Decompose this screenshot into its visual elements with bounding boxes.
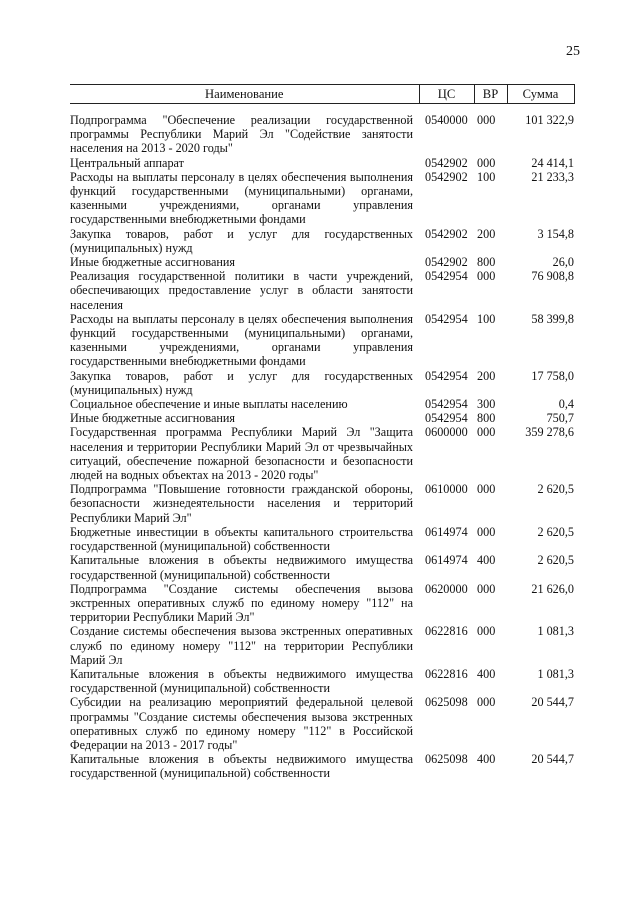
cell-cs: 0542902 — [425, 255, 468, 270]
cell-sum: 21 626,0 — [531, 581, 574, 596]
cell-name: Капитальные вложения в объекты недвижимого имущества государственной (муниципальной) собственности — [70, 666, 413, 696]
cell-cs: 0542902 — [425, 226, 468, 241]
cell-name: Закупка товаров, работ и услуг для государственных (муниципальных) нужд — [70, 368, 413, 397]
cell-vr: 000 — [477, 695, 496, 710]
cell-name: Субсидии на реализацию мероприятий федеральной целевой программы "Создание системы обеспечения вызова экстренных оперативных служб по единому номеру "112" в Российской Федерации на 2013 - 2017 годы" — [70, 695, 413, 752]
cell-cs: 0542902 — [425, 169, 468, 184]
table-row — [70, 752, 574, 780]
table-row — [70, 104, 574, 156]
table-row — [70, 525, 574, 553]
cell-name: Создание системы обеспечения вызова экстренных оперативных служб по единому номеру "112" на территории Республики Марий Эл — [70, 624, 413, 667]
cell-sum: 26,0 — [552, 255, 574, 270]
cell-cs: 0620000 — [425, 581, 468, 596]
table-row — [70, 156, 574, 170]
cell-name: Подпрограмма "Обеспечение реализации государственной программы Республики Марий Эл "Содействие занятости населения на 2013 - 2020 годы" — [70, 113, 413, 156]
cell-name: Капитальные вложения в объекты недвижимого имущества государственной (муниципальной) собственности — [70, 752, 413, 781]
cell-vr: 000 — [477, 425, 496, 440]
table-row — [70, 667, 574, 695]
header-vr: ВР — [474, 85, 507, 104]
cell-sum: 2 620,5 — [537, 524, 574, 539]
cell-name: Реализация государственной политики в части учреждений, обеспечивающих предоставление услуг в области занятости населения — [70, 269, 413, 312]
cell-name: Иные бюджетные ассигнования — [70, 255, 236, 270]
cell-cs: 0542954 — [425, 269, 468, 284]
cell-cs: 0542954 — [425, 397, 468, 412]
cell-sum: 101 322,9 — [525, 113, 574, 127]
cell-cs: 0625098 — [425, 752, 468, 767]
budget-table-container — [70, 84, 574, 781]
cell-vr: 400 — [477, 553, 496, 568]
cell-name: Закупка товаров, работ и услуг для государственных (муниципальных) нужд — [70, 226, 413, 255]
cell-cs: 0542954 — [425, 311, 468, 326]
header-sum: Сумма — [507, 85, 574, 104]
cell-sum: 359 278,6 — [525, 425, 574, 440]
cell-sum: 17 758,0 — [531, 368, 574, 383]
cell-cs: 0600000 — [425, 425, 468, 440]
cell-name: Центральный аппарат — [70, 155, 184, 170]
table-row — [70, 582, 574, 625]
cell-sum: 20 544,7 — [531, 695, 574, 710]
cell-sum: 1 081,3 — [537, 624, 574, 639]
cell-cs: 0610000 — [425, 482, 468, 497]
table-row — [70, 397, 574, 411]
cell-vr: 100 — [477, 311, 496, 326]
cell-name: Бюджетные инвестиции в объекты капитального строительства государственной (муниципальной) собственности — [70, 524, 413, 554]
cell-sum: 3 154,8 — [537, 226, 574, 241]
header-name: Наименование — [70, 85, 419, 104]
cell-cs: 0622816 — [425, 624, 468, 639]
table-row — [70, 425, 574, 482]
cell-sum: 21 233,3 — [531, 169, 574, 184]
cell-vr: 400 — [477, 752, 496, 767]
cell-cs: 0542902 — [425, 155, 468, 170]
cell-vr: 100 — [477, 169, 496, 184]
cell-vr: 000 — [477, 113, 496, 127]
cell-cs: 0540000 — [425, 113, 468, 127]
cell-vr: 000 — [477, 524, 496, 539]
cell-vr: 000 — [477, 155, 496, 170]
cell-vr: 200 — [477, 226, 496, 241]
cell-vr: 400 — [477, 666, 496, 681]
cell-cs: 0542954 — [425, 368, 468, 383]
cell-name: Подпрограмма "Создание системы обеспечения вызова экстренных оперативных служб по единому номеру "112" на территории Республики Марий Эл" — [70, 581, 413, 625]
cell-name: Социальное обеспечение и иные выплаты населению — [70, 397, 348, 412]
header-cs: ЦС — [419, 85, 474, 104]
cell-name: Государственная программа Республики Марий Эл "Защита населения и территории Республики Марий Эл от чрезвычайных ситуаций, обеспечение пожарной безопасности и безопасности людей на водных объектах на 2013 - 2020 годы" — [70, 425, 413, 483]
table-row — [70, 269, 574, 312]
table-row — [70, 411, 574, 425]
cell-cs: 0614974 — [425, 553, 468, 568]
cell-vr: 000 — [477, 269, 496, 284]
table-row — [70, 227, 574, 255]
table-row — [70, 170, 574, 227]
budget-table — [70, 84, 575, 781]
cell-cs: 0542954 — [425, 411, 468, 426]
cell-vr: 800 — [477, 411, 496, 426]
cell-sum: 1 081,3 — [537, 666, 574, 681]
cell-vr: 000 — [477, 624, 496, 639]
cell-sum: 0,4 — [558, 397, 574, 412]
cell-name: Подпрограмма "Повышение готовности гражданской обороны, безопасности жизнедеятельности населения и территорий Республики Марий Эл" — [70, 482, 413, 525]
cell-vr: 800 — [477, 255, 496, 270]
table-row — [70, 553, 574, 581]
cell-sum: 58 399,8 — [531, 311, 574, 326]
cell-cs: 0625098 — [425, 695, 468, 710]
table-row — [70, 369, 574, 397]
cell-name: Расходы на выплаты персоналу в целях обеспечения выполнения функций государственными (муниципальными) органами, казенными учреждениями, органами управления государственными внебюджетными фондами — [70, 311, 413, 369]
page-number: 25 — [566, 44, 580, 59]
cell-sum: 76 908,8 — [531, 269, 574, 284]
cell-sum: 24 414,1 — [531, 155, 574, 170]
cell-sum: 2 620,5 — [537, 482, 574, 497]
table-header — [70, 85, 574, 104]
table-row — [70, 255, 574, 269]
cell-sum: 2 620,5 — [537, 553, 574, 568]
table-body — [70, 104, 574, 781]
cell-name: Иные бюджетные ассигнования — [70, 411, 236, 426]
table-row — [70, 312, 574, 369]
table-row — [70, 695, 574, 752]
cell-cs: 0622816 — [425, 666, 468, 681]
cell-sum: 20 544,7 — [531, 752, 574, 767]
cell-sum: 750,7 — [546, 411, 574, 426]
cell-vr: 000 — [477, 482, 496, 497]
table-row — [70, 482, 574, 525]
cell-vr: 300 — [477, 397, 496, 412]
table-row — [70, 624, 574, 667]
cell-name: Капитальные вложения в объекты недвижимого имущества государственной (муниципальной) собственности — [70, 553, 413, 582]
cell-vr: 200 — [477, 368, 496, 383]
cell-name: Расходы на выплаты персоналу в целях обеспечения выполнения функций государственными (муниципальными) органами, казенными учреждениями, органами управления государственными внебюджетными фондами — [70, 169, 413, 227]
cell-vr: 000 — [477, 581, 496, 596]
cell-cs: 0614974 — [425, 524, 468, 539]
